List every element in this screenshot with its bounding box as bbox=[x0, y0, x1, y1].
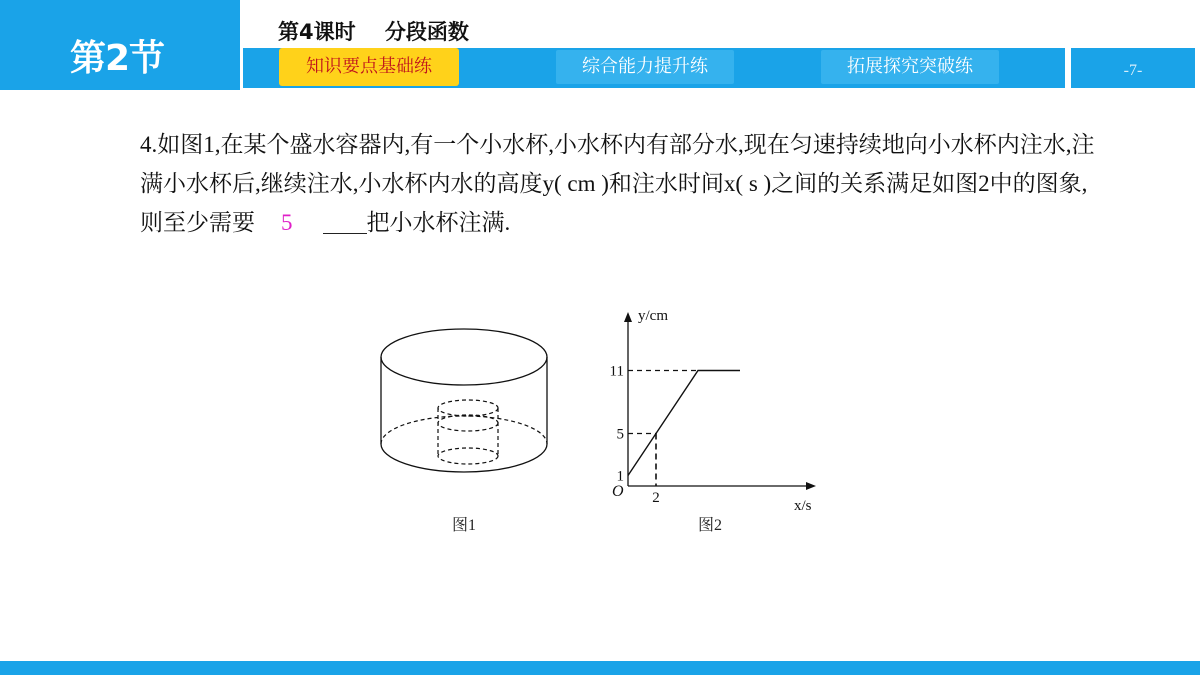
bottom-bar bbox=[0, 661, 1200, 675]
x-tick-label-2: 2 bbox=[652, 490, 660, 506]
lesson-title: 第4课时 分段函数 bbox=[278, 20, 469, 44]
container-top-rim bbox=[381, 329, 547, 385]
series-line bbox=[628, 371, 740, 476]
figure1-container-diagram bbox=[375, 320, 555, 490]
problem-ending: 把小水杯注满. bbox=[366, 210, 511, 235]
figure2-caption: 图2 bbox=[698, 517, 723, 534]
y-tick-label-11: 11 bbox=[609, 363, 624, 380]
tab-comprehensive-practice[interactable]: 综合能力提升练 bbox=[556, 50, 734, 84]
page-number: -7- bbox=[1123, 62, 1143, 79]
problem-text bbox=[140, 125, 1100, 242]
cup-water-surface bbox=[438, 415, 498, 431]
x-axis-label: x/s bbox=[794, 498, 812, 514]
x-axis-arrow bbox=[806, 482, 816, 490]
y-axis-arrow bbox=[624, 312, 632, 322]
problem-stem: 4.如图1,在某个盛水容器内,有一个小水杯,小水杯内有部分水,现在匀速持续地向小水杯内注水,注满小水杯后,继续注水,小水杯内水的高度y( cm )和注水时间x( s )之间的关系满足如图2中的图象,则至少需要 bbox=[140, 132, 1095, 235]
plot-layer bbox=[610, 364, 740, 507]
y-tick-label-5: 5 bbox=[616, 426, 624, 443]
tab-basic-practice[interactable]: 知识要点基础练 bbox=[279, 48, 459, 86]
figure1-caption: 图1 bbox=[452, 517, 477, 534]
origin-label: O bbox=[612, 483, 624, 500]
section-label: 第2节 bbox=[70, 38, 165, 79]
figure2-graph bbox=[598, 300, 828, 520]
cup-bottom bbox=[438, 448, 498, 464]
slide-header bbox=[0, 0, 1200, 90]
answer-blank bbox=[323, 205, 367, 234]
tab-extension-practice[interactable]: 拓展探究突破练 bbox=[821, 50, 999, 84]
answer-value: 5 bbox=[281, 210, 293, 235]
container-bottom-back bbox=[381, 416, 547, 444]
y-axis-label: y/cm bbox=[638, 308, 668, 324]
y-tick-label-1: 1 bbox=[616, 468, 624, 485]
cup-top-rim bbox=[438, 400, 498, 416]
